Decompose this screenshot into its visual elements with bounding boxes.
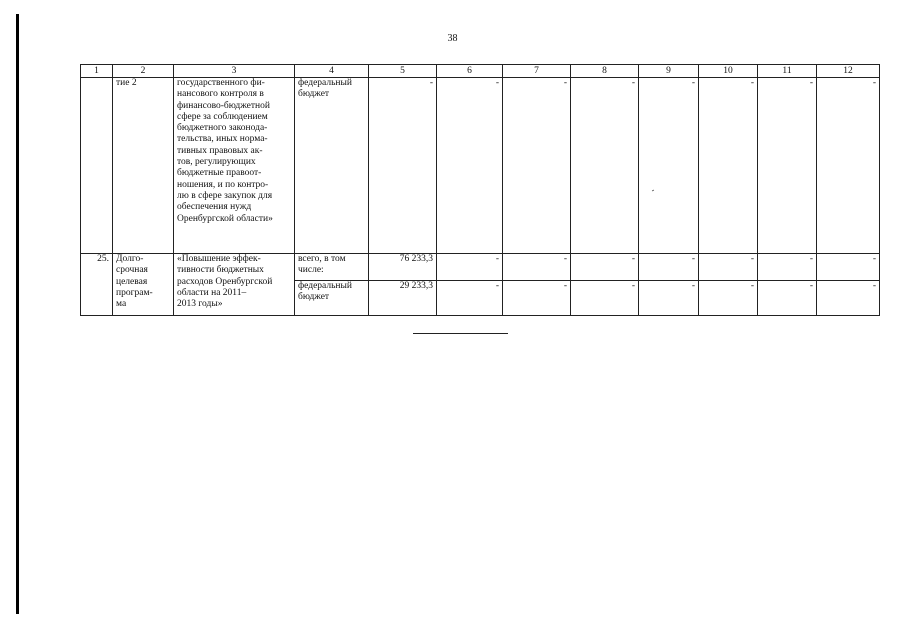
column-header: 8 bbox=[571, 65, 639, 78]
funding-source-cell: всего, в том числе: bbox=[295, 254, 369, 281]
value-cell: - bbox=[817, 281, 880, 316]
program-type-cell: тие 2 bbox=[113, 78, 174, 254]
value-cell: - bbox=[503, 281, 571, 316]
scan-edge-line bbox=[16, 14, 19, 614]
column-header: 10 bbox=[699, 65, 758, 78]
funding-source-cell: федеральный бюджет bbox=[295, 78, 369, 254]
value-cell: - bbox=[571, 78, 639, 254]
value-cell: - bbox=[639, 78, 699, 254]
value-cell: - bbox=[571, 281, 639, 316]
column-header: 7 bbox=[503, 65, 571, 78]
value-cell: - bbox=[699, 254, 758, 281]
value-cell: - bbox=[503, 254, 571, 281]
column-header: 1 bbox=[81, 65, 113, 78]
funding-source-cell: федеральный бюджет bbox=[295, 281, 369, 316]
page-number: 38 bbox=[447, 33, 458, 44]
value-cell: - bbox=[437, 281, 503, 316]
header-row bbox=[81, 65, 880, 78]
value-cell: - bbox=[817, 254, 880, 281]
value-cell: - bbox=[369, 78, 437, 254]
value-cell: - bbox=[758, 281, 817, 316]
amount-cell: 76 233,3 bbox=[369, 254, 437, 281]
value-cell: - bbox=[699, 281, 758, 316]
table-row-continued bbox=[81, 78, 880, 254]
table-row-25 bbox=[81, 254, 880, 281]
column-header: 2 bbox=[113, 65, 174, 78]
value-cell: - bbox=[758, 78, 817, 254]
end-separator-line bbox=[413, 333, 508, 334]
program-name-cell: государственного фи- нансового контроля в финансово-бюджетной сфере за соблюдением бюджетного законода- тельства, иных норма- тивных правовых ак- тов, регулирующих бюджетные правоот- ношения, и по контро- лю в сфере закупок для обеспечения нужд Оренбургской области» bbox=[174, 78, 295, 254]
row-number-cell: 25. bbox=[81, 254, 113, 316]
value-cell: - bbox=[503, 78, 571, 254]
column-header: 6 bbox=[437, 65, 503, 78]
value-cell: - bbox=[437, 78, 503, 254]
amount-cell: 29 233,3 bbox=[369, 281, 437, 316]
program-name-cell: «Повышение эффек- тивности бюджетных расходов Оренбургской области на 2011– 2013 годы» bbox=[174, 254, 295, 316]
value-cell: - bbox=[639, 254, 699, 281]
column-header: 4 bbox=[295, 65, 369, 78]
column-header: 5 bbox=[369, 65, 437, 78]
program-type-cell: Долго- срочная целевая програм- ма bbox=[113, 254, 174, 316]
column-header: 9 bbox=[639, 65, 699, 78]
value-cell: - bbox=[437, 254, 503, 281]
value-cell: - bbox=[571, 254, 639, 281]
value-cell: - bbox=[817, 78, 880, 254]
value-cell: - bbox=[758, 254, 817, 281]
value-cell: - bbox=[699, 78, 758, 254]
column-header: 3 bbox=[174, 65, 295, 78]
column-header: 12 bbox=[817, 65, 880, 78]
row-number-cell bbox=[81, 78, 113, 254]
value-cell: - bbox=[639, 281, 699, 316]
column-header: 11 bbox=[758, 65, 817, 78]
budget-table bbox=[80, 64, 880, 316]
